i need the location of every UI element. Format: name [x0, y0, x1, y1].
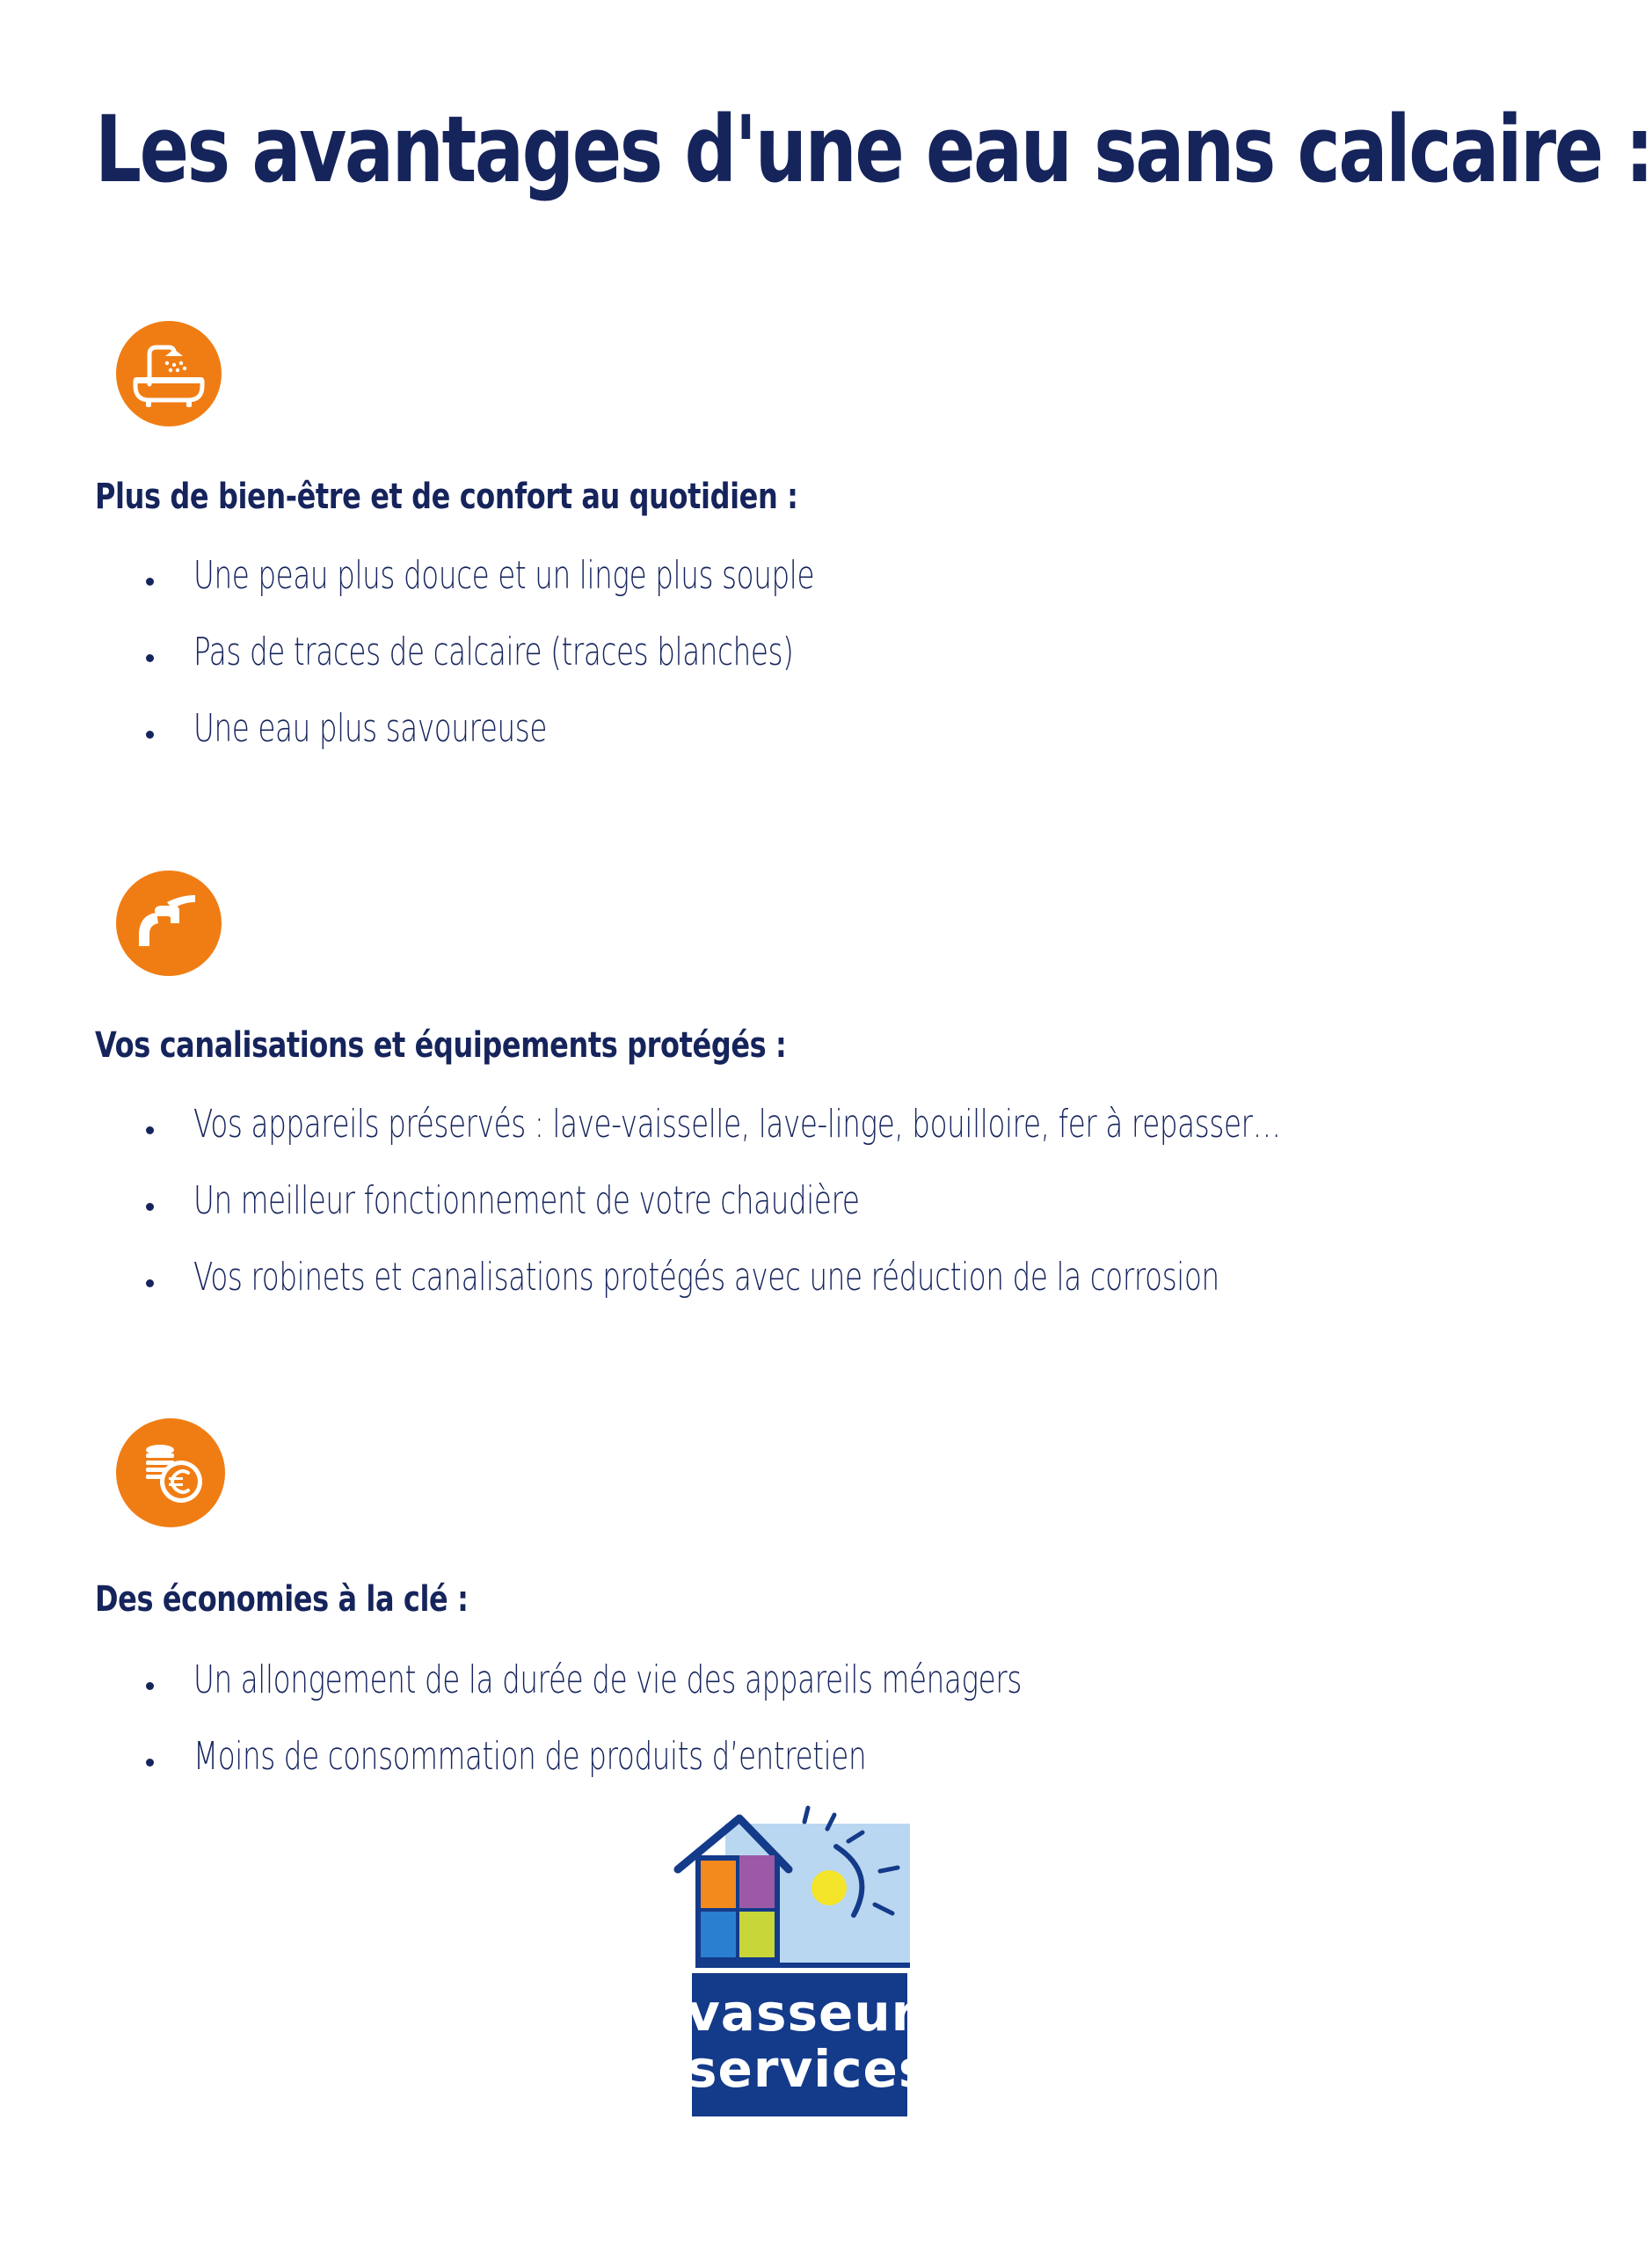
- company-logo: [673, 1803, 928, 2128]
- list-item-text: Vos robinets et canalisations protégés avec une réduction de la corrosion: [193, 1255, 1219, 1300]
- logo-line-1: vasseur: [687, 1983, 918, 2043]
- bullet-icon: [146, 578, 154, 586]
- page-title: Les avantages d'une eau sans calcaire :: [95, 96, 1652, 203]
- list-item-text: Moins de consommation de produits d’entretien: [193, 1734, 867, 1779]
- bullet-icon: [146, 1279, 154, 1287]
- list-item-text: Un allongement de la durée de vie des appareils ménagers: [193, 1657, 1022, 1702]
- list-item-text: Une eau plus savoureuse: [193, 706, 548, 751]
- house-sun-logo-icon: [673, 1803, 928, 1970]
- bullet-icon: [146, 1759, 154, 1767]
- bullet-icon: [146, 1203, 154, 1211]
- faucet-icon: [116, 871, 222, 976]
- bullet-icon: [146, 1126, 154, 1134]
- bullet-icon: [146, 731, 154, 739]
- logo-text-box: [687, 1973, 930, 2116]
- coins-euro-icon: [116, 1418, 225, 1527]
- bullet-icon: [146, 654, 154, 662]
- bullet-icon: [146, 1682, 154, 1690]
- list-item-text: Un meilleur fonctionnement de votre chaudière: [193, 1178, 860, 1223]
- section-heading: Vos canalisations et équipements protégés :: [95, 1025, 787, 1066]
- logo-line-2: services: [687, 2039, 930, 2099]
- bath-shower-icon: [116, 321, 222, 426]
- section-heading: Des économies à la clé :: [95, 1579, 469, 1620]
- list-item-text: Une peau plus douce et un linge plus souple: [193, 553, 815, 598]
- section-heading: Plus de bien-être et de confort au quotidien :: [95, 477, 798, 517]
- list-item-text: Pas de traces de calcaire (traces blanches): [193, 630, 794, 674]
- list-item-text: Vos appareils préservés : lave-vaisselle, lave-linge, bouilloire, fer à repasser…: [193, 1102, 1281, 1147]
